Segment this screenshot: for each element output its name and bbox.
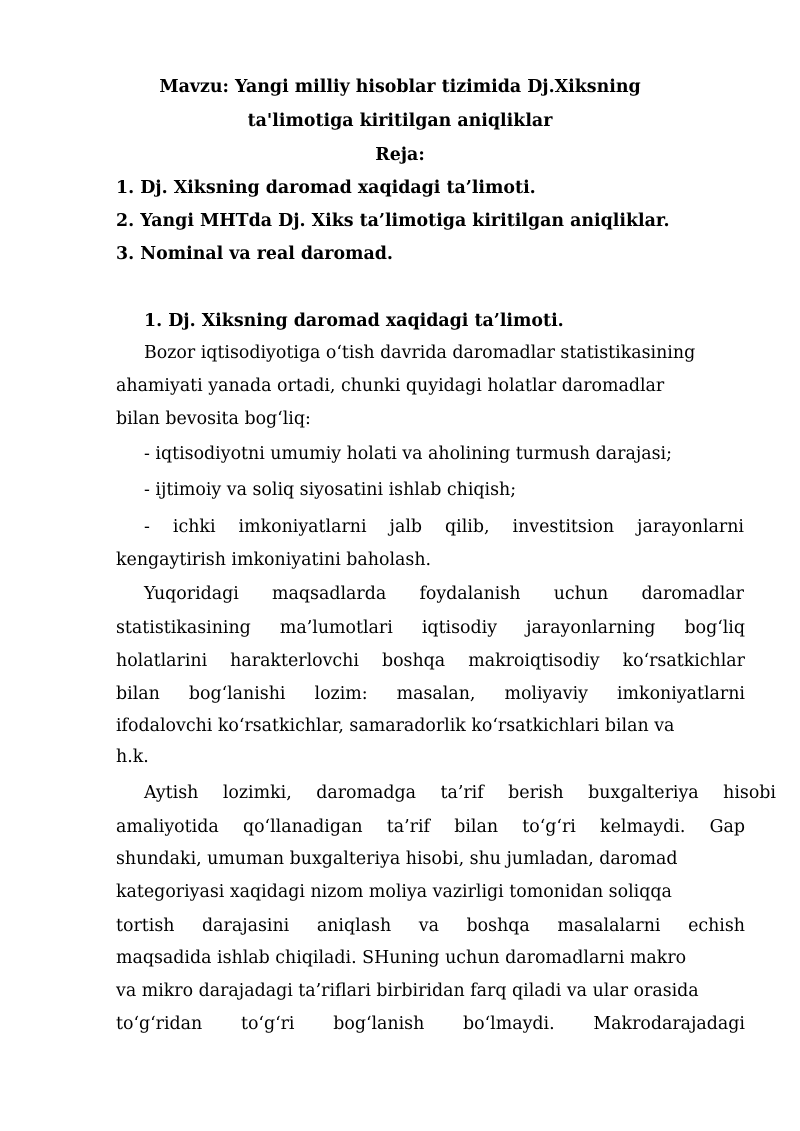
paragraph-1-line-2: ahamiyati yanada ortadi, chunki quyidagi holatlar daromadlar: [116, 376, 665, 396]
paragraph-1-line-1: Bozor iqtisodiyotiga o‘tish davrida daromadlar statistikasining: [144, 343, 696, 363]
paragraph-3-line-8: to‘g‘ridan to‘g‘ri bog‘lanish bo‘lmaydi. Makrodarajadagi: [116, 1014, 745, 1034]
paragraph-2-line-5: ifodalovchi ko‘rsatkichlar, samaradorlik ko‘rsatkichlari bilan va: [116, 716, 675, 736]
plan-item-3: 3. Nominal va real daromad.: [116, 244, 393, 264]
section-1-heading: 1. Dj. Xiksning daromad xaqidagi ta’limoti.: [144, 311, 564, 331]
paragraph-2-line-4: bilan bog‘lanishi lozim: masalan, moliyaviy imkoniyatlarni: [116, 684, 745, 704]
paragraph-2-line-2: statistikasining ma’lumotlari iqtisodiy jarayonlarning bog‘liq: [116, 618, 745, 638]
paragraph-1-line-3: bilan bevosita bog‘liq:: [116, 409, 311, 429]
document-title-line-1: Mavzu: Yangi milliy hisoblar tizimida Dj.Xiksning: [159, 77, 641, 97]
plan-item-2: 2. Yangi MHTda Dj. Xiks ta’limotiga kiritilgan aniqliklar.: [116, 211, 670, 231]
paragraph-3-line-1: Aytish lozimki, daromadga ta’rif berish buxgalteriya hisobi: [144, 783, 776, 803]
bullet-item-1: - iqtisodiyotni umumiy holati va aholining turmush darajasi;: [144, 444, 672, 464]
paragraph-3-line-2: amaliyotida qo‘llanadigan ta’rif bilan to‘g‘ri kelmaydi. Gap: [116, 817, 745, 837]
paragraph-3-line-4: kategoriyasi xaqidagi nizom moliya vazirligi tomonidan soliqqa: [116, 882, 672, 902]
paragraph-2-line-6: h.k.: [116, 747, 149, 767]
paragraph-3-line-3: shundaki, umuman buxgalteriya hisobi, shu jumladan, daromad: [116, 849, 678, 869]
plan-item-1: 1. Dj. Xiksning daromad xaqidagi ta’limoti.: [116, 178, 536, 198]
bullet-item-3-continuation: kengaytirish imkoniyatini baholash.: [116, 550, 432, 570]
document-title-line-2: ta'limotiga kiritilgan aniqliklar: [247, 111, 553, 131]
paragraph-2-line-3: holatlarini harakterlovchi boshqa makroiqtisodiy ko‘rsatkichlar: [116, 651, 745, 671]
bullet-item-3: - ichki imkoniyatlarni jalb qilib, investitsion jarayonlarni: [144, 517, 744, 537]
plan-heading: Reja:: [375, 145, 425, 165]
paragraph-3-line-5: tortish darajasini aniqlash va boshqa masalalarni echish: [116, 916, 745, 936]
paragraph-2-line-1: Yuqoridagi maqsadlarda foydalanish uchun daromadlar: [144, 584, 744, 604]
paragraph-3-line-6: maqsadida ishlab chiqiladi. SHuning uchun daromadlarni makro: [116, 948, 687, 968]
bullet-item-2: - ijtimoiy va soliq siyosatini ishlab chiqish;: [144, 480, 517, 500]
paragraph-3-line-7: va mikro darajadagi ta’riflari birbiridan farq qiladi va ular orasida: [116, 981, 699, 1001]
